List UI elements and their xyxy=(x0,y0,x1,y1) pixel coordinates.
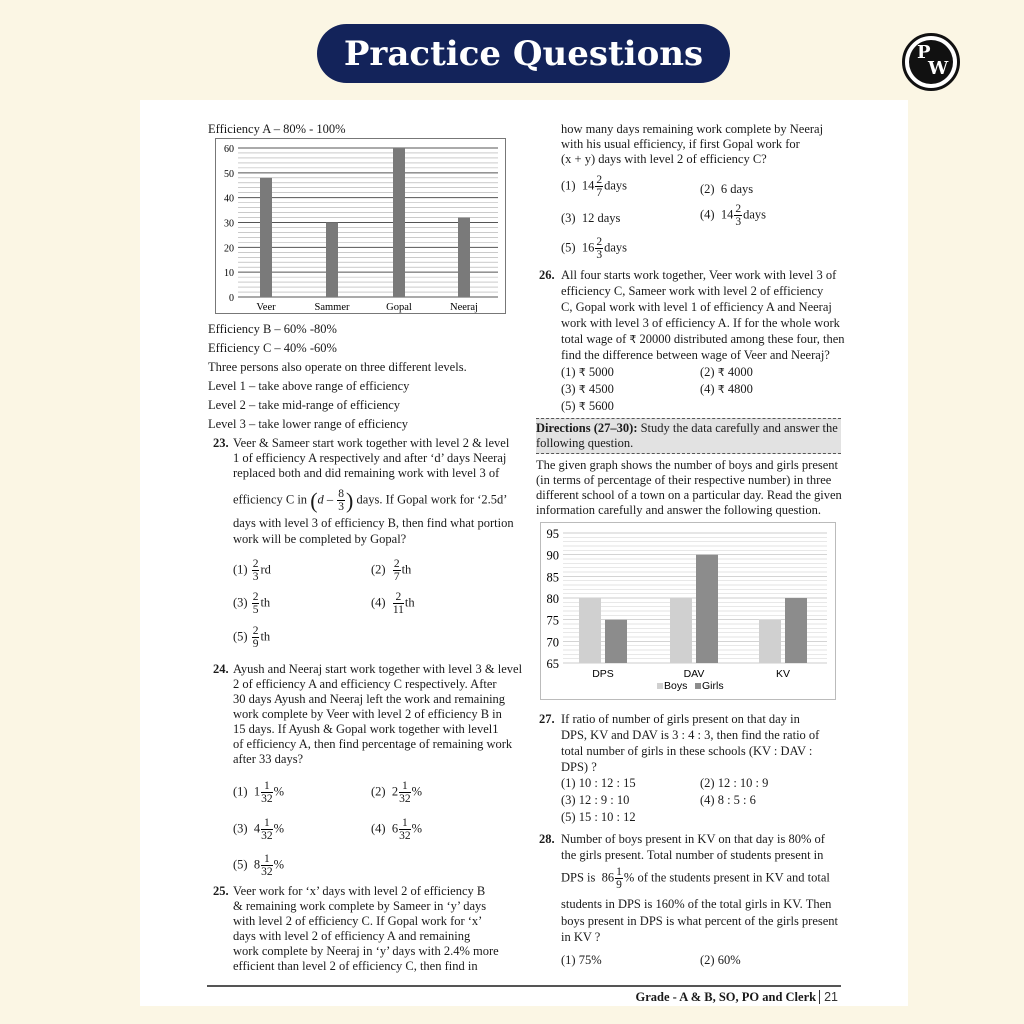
denominator: 9 xyxy=(252,638,259,650)
numerator: 1 xyxy=(261,780,273,793)
option-text: 15 : 10 : 12 xyxy=(578,810,636,824)
x-tick-label: Neeraj xyxy=(450,302,478,313)
q24-option-5[interactable] xyxy=(233,853,284,878)
q23-option-1[interactable] xyxy=(233,558,271,583)
q28-line: students in DPS is 160% of the total girls in KV. Then xyxy=(561,897,832,911)
q24-option-3[interactable] xyxy=(233,817,284,842)
q23-number: 23. xyxy=(213,436,229,450)
q26-line: find the difference between wage of Veer and Neeraj? xyxy=(561,348,830,362)
q27-line: total number of girls in these schools (KV : DAV : xyxy=(561,744,813,758)
q27-line: If ratio of number of girls present on that day in xyxy=(561,712,800,726)
level-3-text: Level 3 – take lower range of efficiency xyxy=(208,417,409,431)
option-text: 4000 xyxy=(727,365,753,379)
option-text: 12 : 10 : 9 xyxy=(717,776,769,790)
q27-option-4[interactable] xyxy=(700,793,756,808)
bar-gopal xyxy=(393,148,405,297)
efficiency-c: Efficiency C – 40% -60% xyxy=(208,341,337,355)
bar-dps-boys xyxy=(579,598,601,663)
numerator: 2 xyxy=(596,236,603,248)
school-attendance-chart-svg xyxy=(541,523,835,699)
q28-line: in KV ? xyxy=(561,930,601,944)
q25-line: days with level 2 of efficiency A and remaining xyxy=(233,929,471,943)
q24-number: 24. xyxy=(213,662,229,676)
banner-title: Practice Questions xyxy=(343,33,704,74)
option-suffix: % xyxy=(273,857,284,872)
option-text: 60% xyxy=(717,953,741,967)
q24-line: work complete by Veer with level 2 of efficiency B in xyxy=(233,707,502,721)
option-whole: 14 xyxy=(581,178,595,193)
option-label: (2) xyxy=(700,953,715,967)
denominator: 9 xyxy=(616,879,622,891)
q27-line: DPS, KV and DAV is 3 : 4 : 3, then find the ratio of xyxy=(561,728,820,742)
option-fraction xyxy=(252,591,260,616)
q26-text: 20000 distributed among these four, then xyxy=(639,332,845,346)
q28-text: DPS is xyxy=(561,870,596,885)
option-fraction xyxy=(261,817,273,842)
q26-line: C, Gopal work with level 1 of efficiency A and Neeraj xyxy=(561,300,832,314)
q25-option-2[interactable] xyxy=(700,182,753,197)
option-label: (3) xyxy=(233,821,248,836)
q25-line: with level 2 of efficiency C. If Gopal work for ‘x’ xyxy=(233,914,483,928)
option-label: (1) xyxy=(561,953,576,967)
directions-line: following question. xyxy=(536,436,634,450)
option-fraction xyxy=(399,817,411,842)
rupee-icon: ₹ xyxy=(578,366,586,379)
q25-line: work complete by Neeraj in ‘y’ days with 2.4% more xyxy=(233,944,499,958)
q23-text: efficiency C in xyxy=(233,492,308,507)
option-label: (5) xyxy=(233,629,248,644)
page-banner xyxy=(317,24,730,83)
x-tick-label: DPS xyxy=(592,668,614,680)
option-suffix: days xyxy=(743,207,766,222)
y-tick-label: 80 xyxy=(546,592,559,606)
q23-fraction xyxy=(337,488,345,513)
y-tick-label: 30 xyxy=(224,218,234,230)
option-text: 6 days xyxy=(720,182,754,196)
x-tick-label: Gopal xyxy=(386,302,412,313)
bar-neeraj xyxy=(458,218,470,297)
pw-logo xyxy=(902,33,960,91)
numerator: 2 xyxy=(252,558,259,570)
option-label: (1) xyxy=(561,776,576,790)
option-fraction xyxy=(393,591,404,616)
graph-description: different school of a town on a particular day. Read the given xyxy=(536,488,842,502)
denominator: 3 xyxy=(735,216,742,228)
option-whole: 6 xyxy=(391,821,399,836)
y-tick-label: 60 xyxy=(224,144,234,155)
option-label: (5) xyxy=(561,399,576,413)
numerator: 1 xyxy=(261,817,273,830)
y-tick-label: 40 xyxy=(224,193,234,205)
efficiency-chart xyxy=(215,138,506,314)
q24-option-2[interactable] xyxy=(371,780,422,805)
q26-option-5[interactable] xyxy=(561,399,614,414)
q24-line: of efficiency A, then find percentage of remaining work xyxy=(233,737,513,751)
bar-dav-boys xyxy=(670,598,692,663)
logo-letter-p: P xyxy=(917,42,931,63)
option-label: (1) xyxy=(233,784,248,799)
bar-sammer xyxy=(326,223,338,298)
q26-line xyxy=(561,332,845,347)
option-fraction xyxy=(399,780,411,805)
option-suffix: th xyxy=(404,595,415,610)
option-whole: 1 xyxy=(253,784,261,799)
directions-box xyxy=(536,418,841,454)
three-persons-text: Three persons also operate on three different levels. xyxy=(208,360,467,374)
denominator: 3 xyxy=(252,571,259,583)
q23-var: d – xyxy=(317,492,334,507)
numerator: 1 xyxy=(261,853,273,866)
q25-option-1[interactable] xyxy=(561,174,627,199)
efficiency-chart-svg xyxy=(216,139,505,313)
q23-line: replaced both and did remaining work with level 3 of xyxy=(233,466,500,480)
y-tick-label: 85 xyxy=(546,570,559,585)
option-label: (2) xyxy=(700,365,715,379)
option-label: (1) xyxy=(561,365,576,379)
option-label: (5) xyxy=(561,240,576,255)
q24-line: 30 days Ayush and Neeraj left the work and remaining xyxy=(233,692,506,706)
denominator: 5 xyxy=(252,604,259,616)
numerator: 1 xyxy=(399,780,411,793)
option-fraction xyxy=(734,203,742,228)
denominator: 32 xyxy=(261,830,273,842)
q27-line: DPS) ? xyxy=(561,760,597,774)
option-label: (2) xyxy=(371,562,386,577)
page-number: 21 xyxy=(819,990,838,1004)
q27-option-1[interactable] xyxy=(561,776,636,791)
directions-text: Study the data carefully and answer the xyxy=(637,421,838,435)
q27-number: 27. xyxy=(539,712,555,726)
numerator: 2 xyxy=(393,558,400,570)
q28-number: 28. xyxy=(539,832,555,846)
legend-label-boys: Boys xyxy=(664,680,688,692)
q26-line: work with level 3 of efficiency A. If for the whole work xyxy=(561,316,840,330)
q28-fraction xyxy=(615,866,623,891)
numerator: 1 xyxy=(399,817,411,830)
q23-option-3[interactable] xyxy=(233,591,270,616)
q26-line: All four starts work together, Veer work with level 3 of xyxy=(561,268,837,282)
x-tick-label: Veer xyxy=(256,302,276,313)
numerator: 8 xyxy=(338,488,345,500)
q28-option-1[interactable] xyxy=(561,953,602,968)
option-text: 4500 xyxy=(588,382,614,396)
x-tick-label: KV xyxy=(775,668,791,680)
bar-dav-girls xyxy=(696,555,718,663)
q28-text: % of the students present in KV and total xyxy=(623,870,830,885)
q23-option-4[interactable] xyxy=(371,591,415,616)
q23-text: days. If Gopal work for ‘2.5d’ xyxy=(356,492,508,507)
directions-label: Directions (27–30): xyxy=(536,421,638,435)
q25-option-5[interactable] xyxy=(561,236,627,261)
option-suffix: days xyxy=(604,240,627,255)
q27-option-5[interactable] xyxy=(561,810,636,825)
q27-option-2[interactable] xyxy=(700,776,768,791)
directions-line xyxy=(536,421,841,436)
option-fraction xyxy=(595,174,603,199)
option-label: (3) xyxy=(561,793,576,807)
option-suffix: th xyxy=(260,595,271,610)
q26-option-4[interactable] xyxy=(700,382,753,397)
option-text: 10 : 12 : 15 xyxy=(578,776,636,790)
school-attendance-chart xyxy=(540,522,836,700)
q25-continued: (x + y) days with level 2 of efficiency C? xyxy=(561,152,767,166)
q28-line: boys present in DPS is what percent of the girls present xyxy=(561,914,839,928)
numerator: 1 xyxy=(616,866,622,878)
efficiency-b: Efficiency B – 60% -80% xyxy=(208,322,337,336)
q26-text: total wage of xyxy=(561,332,627,346)
q25-number: 25. xyxy=(213,884,229,898)
option-label: (3) xyxy=(233,595,248,610)
level-2-text: Level 2 – take mid-range of efficiency xyxy=(208,398,401,412)
option-label: (5) xyxy=(233,857,248,872)
denominator: 7 xyxy=(393,571,400,583)
option-whole: 16 xyxy=(581,240,595,255)
q23-line xyxy=(233,488,507,513)
y-tick-label: 90 xyxy=(546,548,559,563)
numerator: 2 xyxy=(735,203,742,215)
x-tick-label: DAV xyxy=(683,668,705,680)
option-fraction xyxy=(252,558,260,583)
option-fraction xyxy=(595,236,603,261)
denominator: 7 xyxy=(596,187,603,199)
footer-text: Grade - A & B, SO, PO and Clerk xyxy=(635,990,817,1004)
q24-line: after 33 days? xyxy=(233,752,304,766)
graph-description: (in terms of percentage of their respective number) in three xyxy=(536,473,832,487)
option-suffix: % xyxy=(273,784,284,799)
y-tick-label: 50 xyxy=(224,168,234,180)
level-1-text: Level 1 – take above range of efficiency xyxy=(208,379,410,393)
q28-line: Number of boys present in KV on that day is 80% of xyxy=(561,832,825,846)
q24-line: 15 days. If Ayush & Gopal work together with level1 xyxy=(233,722,499,736)
q25-option-4[interactable] xyxy=(700,203,766,228)
denominator: 32 xyxy=(261,793,273,805)
y-tick-label: 70 xyxy=(546,635,559,650)
numerator: 2 xyxy=(393,591,404,604)
denominator: 32 xyxy=(399,830,411,842)
q23-line: days with level 3 of efficiency B, then find what portion xyxy=(233,516,514,530)
bar-kv-boys xyxy=(759,620,781,663)
q23-line: work will be completed by Gopal? xyxy=(233,532,407,546)
q28-option-2[interactable] xyxy=(700,953,741,968)
rupee-icon: ₹ xyxy=(717,383,725,396)
option-label: (4) xyxy=(700,207,715,222)
y-tick-label: 75 xyxy=(546,613,559,628)
graph-description: information carefully and answer the following question. xyxy=(536,503,821,517)
rupee-icon: ₹ xyxy=(578,400,586,413)
option-label: (4) xyxy=(700,382,715,396)
bar-dps-girls xyxy=(605,620,627,663)
q23-option-5[interactable] xyxy=(233,625,270,650)
option-text: 8 : 5 : 6 xyxy=(717,793,756,807)
option-text: 5600 xyxy=(588,399,614,413)
option-fraction xyxy=(261,780,273,805)
option-suffix: th xyxy=(401,562,412,577)
q25-continued: with his usual efficiency, if first Gopal work for xyxy=(561,137,800,151)
option-whole: 8 xyxy=(253,857,261,872)
graph-description: The given graph shows the number of boys and girls present xyxy=(536,458,839,472)
option-suffix: % xyxy=(273,821,284,836)
q23-paren-close: ) xyxy=(346,487,354,513)
q23-line: Veer & Sameer start work together with level 2 & level xyxy=(233,436,510,450)
q28-line: the girls present. Total number of students present in xyxy=(561,848,824,862)
q25-line: efficient than level 2 of efficiency C, then find in xyxy=(233,959,478,973)
y-tick-label: 65 xyxy=(546,657,559,671)
denominator: 32 xyxy=(399,793,411,805)
option-text: 12 : 9 : 10 xyxy=(578,793,630,807)
option-whole: 2 xyxy=(391,784,399,799)
q25-line: Veer work for ‘x’ days with level 2 of efficiency B xyxy=(233,884,486,898)
bar-kv-girls xyxy=(785,598,807,663)
option-label: (3) xyxy=(561,382,576,396)
option-suffix: rd xyxy=(260,562,271,577)
q26-option-2[interactable] xyxy=(700,365,753,380)
q24-option-4[interactable] xyxy=(371,817,422,842)
option-text: 75% xyxy=(578,953,602,967)
legend-swatch-girls xyxy=(695,683,701,689)
legend-swatch-boys xyxy=(657,683,663,689)
logo-letter-w: W xyxy=(928,58,949,79)
q23-line: 1 of efficiency A respectively and after ‘d’ days Neeraj xyxy=(233,451,507,465)
option-whole: 4 xyxy=(253,821,261,836)
q25-option-3[interactable] xyxy=(561,211,620,226)
q25-continued: how many days remaining work complete by Neeraj xyxy=(561,122,824,136)
option-label: (5) xyxy=(561,810,576,824)
option-label: (4) xyxy=(371,821,386,836)
y-tick-label: 0 xyxy=(229,293,234,304)
denominator: 3 xyxy=(596,249,603,261)
y-tick-label: 20 xyxy=(224,243,234,255)
q26-option-3[interactable] xyxy=(561,382,614,397)
option-fraction xyxy=(261,853,273,878)
rupee-icon: ₹ xyxy=(629,333,637,346)
q24-line: Ayush and Neeraj start work together with level 3 & level xyxy=(233,662,523,676)
option-text: 4800 xyxy=(727,382,753,396)
y-tick-label: 10 xyxy=(224,268,234,280)
option-fraction xyxy=(252,625,260,650)
denominator: 3 xyxy=(338,501,345,513)
option-text: 12 days xyxy=(581,211,621,225)
bar-veer xyxy=(260,178,272,297)
option-suffix: th xyxy=(260,629,271,644)
q25-line: & remaining work complete by Sameer in ‘y’ days xyxy=(233,899,487,913)
option-text: 5000 xyxy=(588,365,614,379)
option-label: (4) xyxy=(700,793,715,807)
q26-line: efficiency C, Sameer work with level 2 of efficiency xyxy=(561,284,824,298)
option-label: (2) xyxy=(700,776,715,790)
legend-label-girls: Girls xyxy=(702,680,724,692)
q24-line: 2 of efficiency A and efficiency C respectively. After xyxy=(233,677,497,691)
q28-whole: 86 xyxy=(601,870,615,885)
q28-line xyxy=(561,866,830,891)
q26-option-1[interactable] xyxy=(561,365,614,380)
numerator: 2 xyxy=(252,625,259,637)
q24-option-1[interactable] xyxy=(233,780,284,805)
q23-paren-open: ( xyxy=(310,487,318,513)
option-suffix: days xyxy=(604,178,627,193)
option-whole: 14 xyxy=(720,207,734,222)
y-tick-label: 95 xyxy=(546,527,559,541)
option-label: (2) xyxy=(700,182,715,196)
q23-option-2[interactable] xyxy=(371,558,411,583)
pw-logo-mark xyxy=(909,40,953,84)
option-label: (4) xyxy=(371,595,386,610)
footer-divider xyxy=(207,985,841,987)
page-footer xyxy=(636,990,838,1005)
q27-option-3[interactable] xyxy=(561,793,629,808)
option-label: (1) xyxy=(233,562,248,577)
q26-number: 26. xyxy=(539,268,555,282)
numerator: 2 xyxy=(596,174,603,186)
denominator: 11 xyxy=(392,604,404,616)
option-fraction xyxy=(393,558,401,583)
denominator: 32 xyxy=(261,866,273,878)
x-tick-label: Sammer xyxy=(314,302,350,313)
option-label: (2) xyxy=(371,784,386,799)
option-suffix: % xyxy=(411,821,422,836)
option-label: (1) xyxy=(561,178,576,193)
option-label: (3) xyxy=(561,211,576,225)
efficiency-a: Efficiency A – 80% - 100% xyxy=(208,122,346,136)
option-suffix: % xyxy=(411,784,422,799)
rupee-icon: ₹ xyxy=(578,383,586,396)
numerator: 2 xyxy=(252,591,259,603)
rupee-icon: ₹ xyxy=(717,366,725,379)
